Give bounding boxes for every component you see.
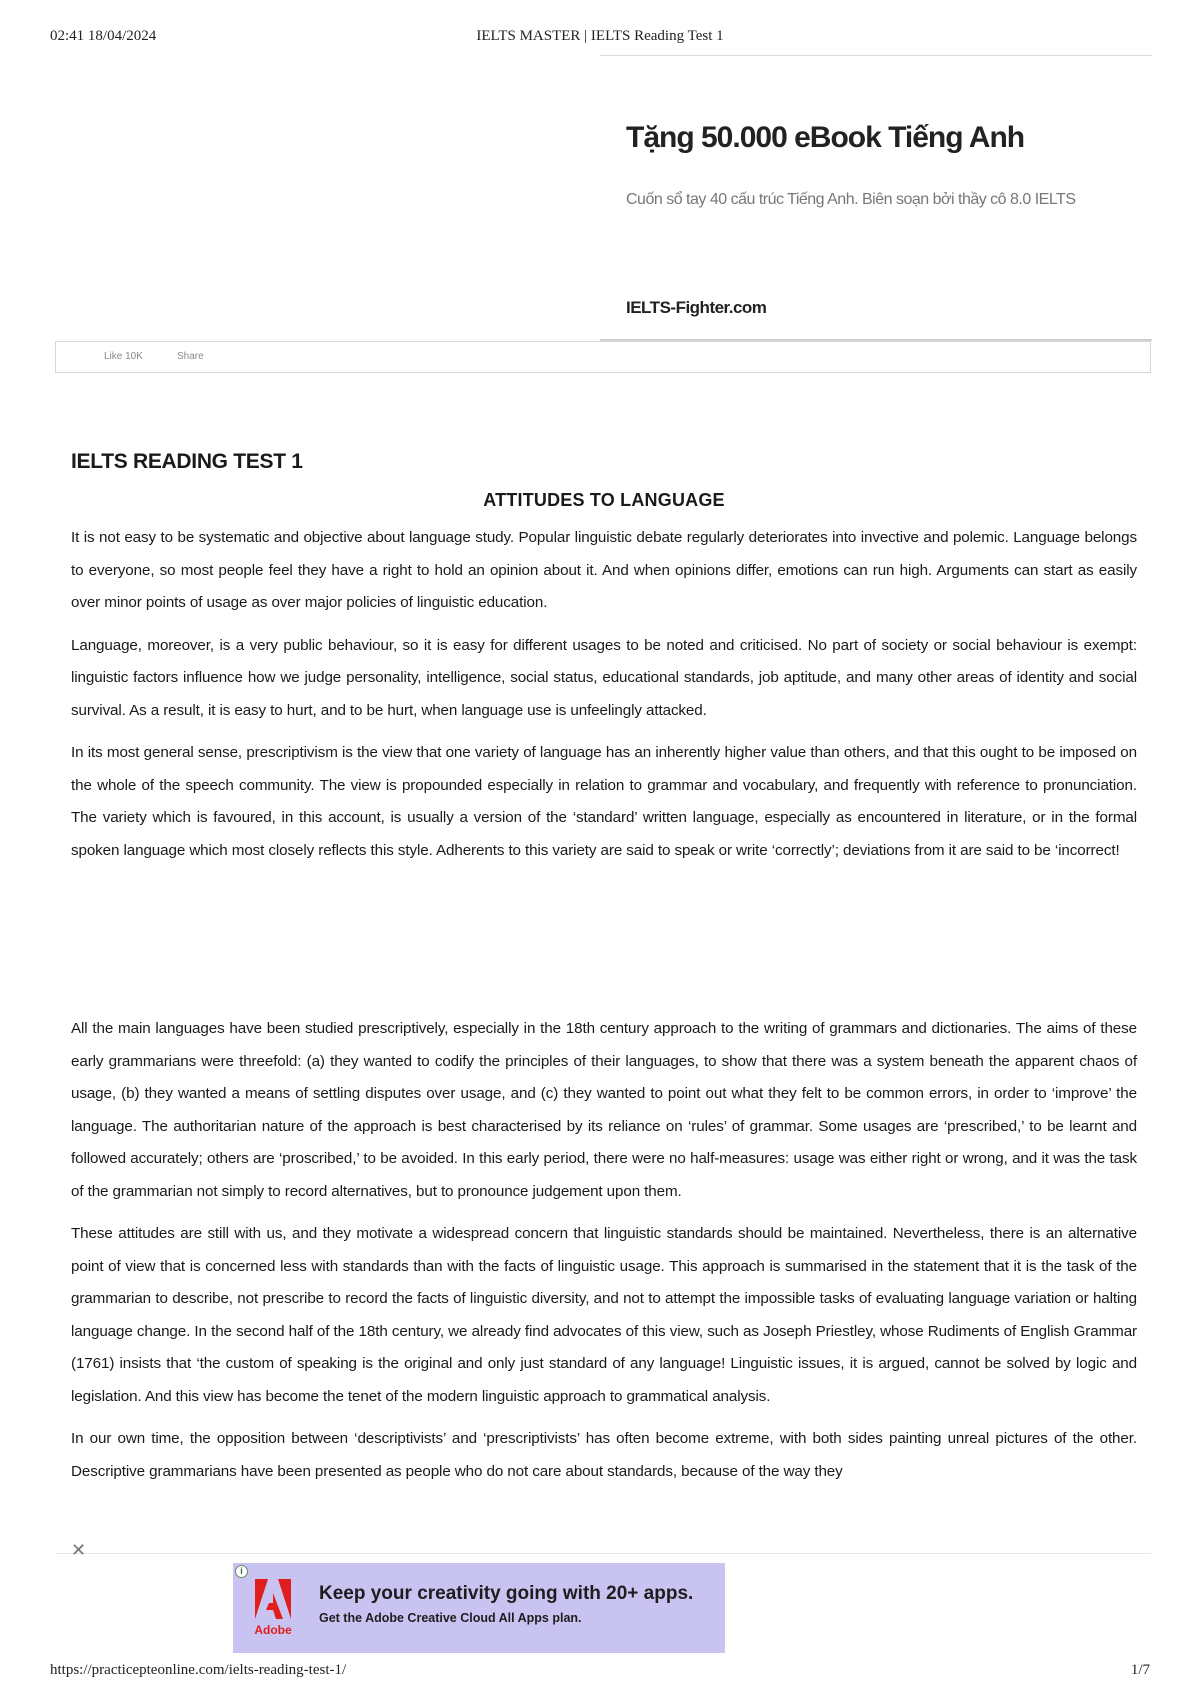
social-share-bar xyxy=(55,341,1151,373)
print-header xyxy=(50,28,1150,48)
print-url: https://practicepteonline.com/ielts-reading-test-1/ xyxy=(50,1662,347,1678)
paragraph-4: All the main languages have been studied prescriptively, especially in the 18th century approach to the writing of grammars and dictionaries. The aims of these early grammarians were threefold: (a) they wanted to codify the principles of their languages, to show that there was a system beneath the apparent chaos of usage, (b) they wanted a means of settling disputes over usage, and (c) they wanted to point out what they felt to be common errors, in order to ‘improve’ the language. The authoritarian nature of the approach is best characterised by its reliance on ‘rules’ of grammar. Some usages are ‘prescribed,’ to be learnt and followed accurately; others are ‘proscribed,’ to be avoided. In this early period, there were no half-measures: usage was either right or wrong, and it was the task of the grammarian not simply to record alternatives, but to pronounce judgement upon them. xyxy=(71,1020,1137,1200)
paragraph-5: These attitudes are still with us, and they motivate a widespread concern that linguistic standards should be maintained. Nevertheless, there is an alternative point of view that is concerned less with standards than with the facts of linguistic usage. This approach is summarised in the statement that it is the task of the grammarian to describe, not prescribe to record the facts of linguistic diversity, and not to attempt the impossible tasks of evaluating language variation or halting language change. In the second half of the 18th century, we already find advocates of this view, such as Joseph Priestley, whose Rudiments of English Grammar (1761) insists that ‘the custom of speaking is the original and only just standard of any language! Linguistic issues, it is argued, cannot be solved by logic and legislation. And this view has become the tenet of the modern linguistic approach to grammatical analysis. xyxy=(71,1225,1137,1405)
like-button[interactable]: Like 10K xyxy=(104,351,143,362)
print-timestamp: 02:41 18/04/2024 xyxy=(50,28,157,44)
ad-info-icon[interactable]: i xyxy=(235,1565,248,1578)
test-title: IELTS READING TEST 1 xyxy=(71,450,303,473)
ad-divider-top xyxy=(600,55,1152,56)
bottom-advertisement-banner[interactable] xyxy=(233,1563,725,1653)
print-page-title: IELTS MASTER | IELTS Reading Test 1 xyxy=(476,28,724,44)
ad-brand-link[interactable]: IELTS-Fighter.com xyxy=(626,298,767,317)
paragraph-3: In its most general sense, prescriptivism is the view that one variety of language has an inherently higher value than others, and that this ought to be imposed on the whole of the speech community. The view is propounded especially in relation to grammar and vocabulary, and frequently with reference to pronunciation. The variety which is favoured, in this account, is usually a version of the ‘standard’ written language, especially as encountered in literature, or in the formal spoken language which most closely reflects this style. Adherents to this variety are said to speak or write ‘correctly’; deviations from it are said to be ‘incorrect! xyxy=(71,744,1137,859)
paragraph-6: In our own time, the opposition between ‘descriptivists’ and ‘prescriptivists’ has often become extreme, with both sides painting unreal pictures of the other. Descriptive grammarians have been presented as people who do not care about standards, because of the way they xyxy=(71,1430,1137,1480)
share-button[interactable]: Share xyxy=(177,351,204,362)
close-icon[interactable]: ✕ xyxy=(71,1540,87,1560)
inline-ad-gap xyxy=(71,867,1137,1013)
ad-headline[interactable]: Tặng 50.000 eBook Tiếng Anh xyxy=(626,121,1025,154)
paragraph-1: It is not easy to be systematic and objective about language study. Popular linguistic debate regularly deteriorates into invective and polemic. Language belongs to everyone, so most people feel they have a right to hold an opinion about it. And when opinions differ, emotions can run high. Arguments can start as easily over minor points of usage as over major policies of linguistic education. xyxy=(71,529,1137,611)
adobe-logo-icon xyxy=(251,1577,295,1641)
passage-title: ATTITUDES TO LANGUAGE xyxy=(483,490,725,510)
print-footer xyxy=(50,1662,1150,1682)
ad-banner-headline[interactable]: Keep your creativity going with 20+ apps. xyxy=(319,1583,694,1604)
ad-subtext: Cuốn sổ tay 40 cấu trúc Tiếng Anh. Biên soạn bởi thầy cô 8.0 IELTS xyxy=(626,191,1076,208)
article-body xyxy=(71,450,1137,1498)
adobe-logo-mark xyxy=(251,1577,295,1621)
paragraph-2: Language, moreover, is a very public behaviour, so it is easy for different usages to be noted and criticised. No part of society or social behaviour is exempt: linguistic factors influence how we judge personality, intelligence, social status, educational standards, job aptitude, and many other areas of identity and social survival. As a result, it is easy to hurt, and to be hurt, when language use is unfeelingly attacked. xyxy=(71,636,1137,719)
print-page-number: 1/7 xyxy=(1130,1662,1150,1678)
top-advertisement[interactable] xyxy=(600,55,1152,341)
adobe-wordmark: Adobe xyxy=(254,1623,292,1637)
ad-banner-subtext: Get the Adobe Creative Cloud All Apps plan. xyxy=(319,1611,582,1625)
